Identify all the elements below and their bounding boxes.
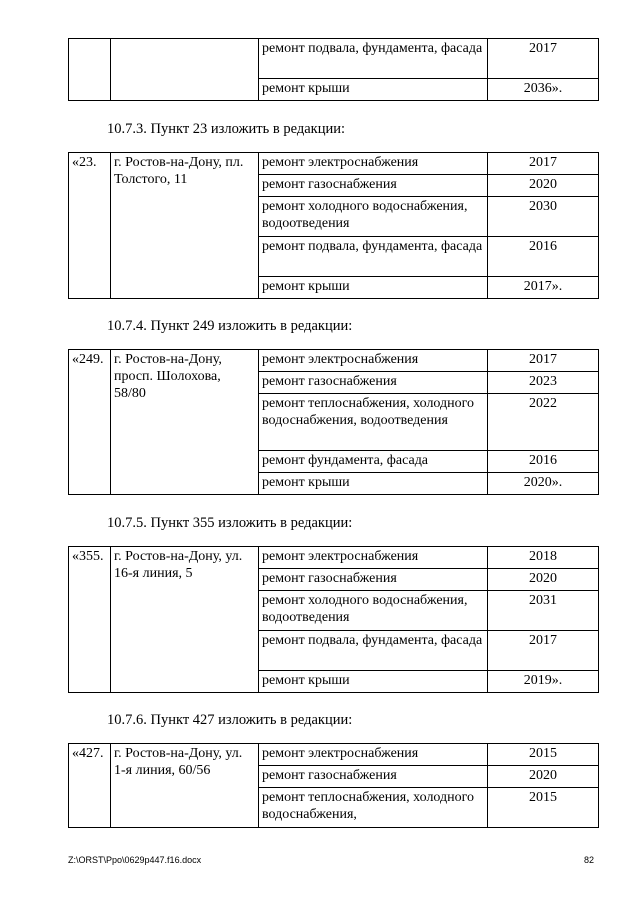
item-address: г. Ростов-на-Дону, пл. Толстого, 11 <box>111 153 259 299</box>
year-cell: 2031 <box>488 591 599 631</box>
work-cell: ремонт газоснабжения <box>259 175 488 197</box>
work-cell: ремонт холодного водоснабжения, водоотведения <box>259 591 488 631</box>
item-address: г. Ростов-на-Дону, ул. 16-я линия, 5 <box>111 547 259 693</box>
item-address: г. Ростов-на-Дону, ул. 1-я линия, 60/56 <box>111 744 259 828</box>
year-cell: 2017». <box>488 277 599 299</box>
item-table <box>68 349 599 495</box>
item-number: «427. <box>69 744 111 828</box>
work-cell: ремонт крыши <box>259 671 488 693</box>
footer-file-path: Z:\ORST\Ppo\0629p447.f16.docx <box>68 855 202 865</box>
item-number: «249. <box>69 350 111 495</box>
item-number: «23. <box>69 153 111 299</box>
work-cell: ремонт подвала, фундамента, фасада <box>259 39 488 79</box>
work-cell: ремонт крыши <box>259 473 488 495</box>
work-cell: ремонт холодного водоснабжения, водоотведения <box>259 197 488 237</box>
year-cell: 2022 <box>488 394 599 451</box>
work-cell: ремонт электроснабжения <box>259 153 488 175</box>
table-row <box>69 744 599 766</box>
item-table <box>68 152 599 299</box>
work-cell: ремонт фундамента, фасада <box>259 451 488 473</box>
number-cell <box>69 39 111 101</box>
section-heading: 10.7.3. Пункт 23 изложить в редакции: <box>107 121 346 137</box>
item-table <box>68 546 599 693</box>
item-address: г. Ростов-на-Дону, просп. Шолохова, 58/80 <box>111 350 259 495</box>
year-cell: 2030 <box>488 197 599 237</box>
work-cell: ремонт крыши <box>259 79 488 101</box>
year-cell: 2020 <box>488 569 599 591</box>
work-cell: ремонт электроснабжения <box>259 744 488 766</box>
work-cell: ремонт крыши <box>259 277 488 299</box>
item-table <box>68 743 599 828</box>
work-cell: ремонт электроснабжения <box>259 547 488 569</box>
work-cell: ремонт электроснабжения <box>259 350 488 372</box>
work-cell: ремонт газоснабжения <box>259 766 488 788</box>
year-cell: 2020 <box>488 766 599 788</box>
work-cell: ремонт газоснабжения <box>259 372 488 394</box>
continuation-table <box>68 38 599 101</box>
section-heading: 10.7.4. Пункт 249 изложить в редакции: <box>107 318 353 334</box>
year-cell: 2016 <box>488 237 599 277</box>
year-cell: 2017 <box>488 350 599 372</box>
year-cell: 2017 <box>488 39 599 79</box>
page-number: 82 <box>584 855 595 865</box>
year-cell: 2017 <box>488 631 599 671</box>
work-cell: ремонт теплоснабжения, холодного водоснабжения, водоотведения <box>259 394 488 451</box>
year-cell: 2020». <box>488 473 599 495</box>
year-cell: 2020 <box>488 175 599 197</box>
year-cell: 2015 <box>488 744 599 766</box>
address-cell <box>111 39 259 101</box>
section-heading: 10.7.6. Пункт 427 изложить в редакции: <box>107 712 353 728</box>
table-row <box>69 350 599 372</box>
year-cell: 2016 <box>488 451 599 473</box>
year-cell: 2017 <box>488 153 599 175</box>
year-cell: 2015 <box>488 788 599 828</box>
table-row <box>69 153 599 175</box>
table-row <box>69 547 599 569</box>
table-row <box>69 39 599 79</box>
work-cell: ремонт подвала, фундамента, фасада <box>259 237 488 277</box>
year-cell: 2023 <box>488 372 599 394</box>
item-number: «355. <box>69 547 111 693</box>
work-cell: ремонт теплоснабжения, холодного водоснабжения, <box>259 788 488 828</box>
work-cell: ремонт подвала, фундамента, фасада <box>259 631 488 671</box>
year-cell: 2036». <box>488 79 599 101</box>
year-cell: 2019». <box>488 671 599 693</box>
year-cell: 2018 <box>488 547 599 569</box>
work-cell: ремонт газоснабжения <box>259 569 488 591</box>
section-heading: 10.7.5. Пункт 355 изложить в редакции: <box>107 515 353 531</box>
